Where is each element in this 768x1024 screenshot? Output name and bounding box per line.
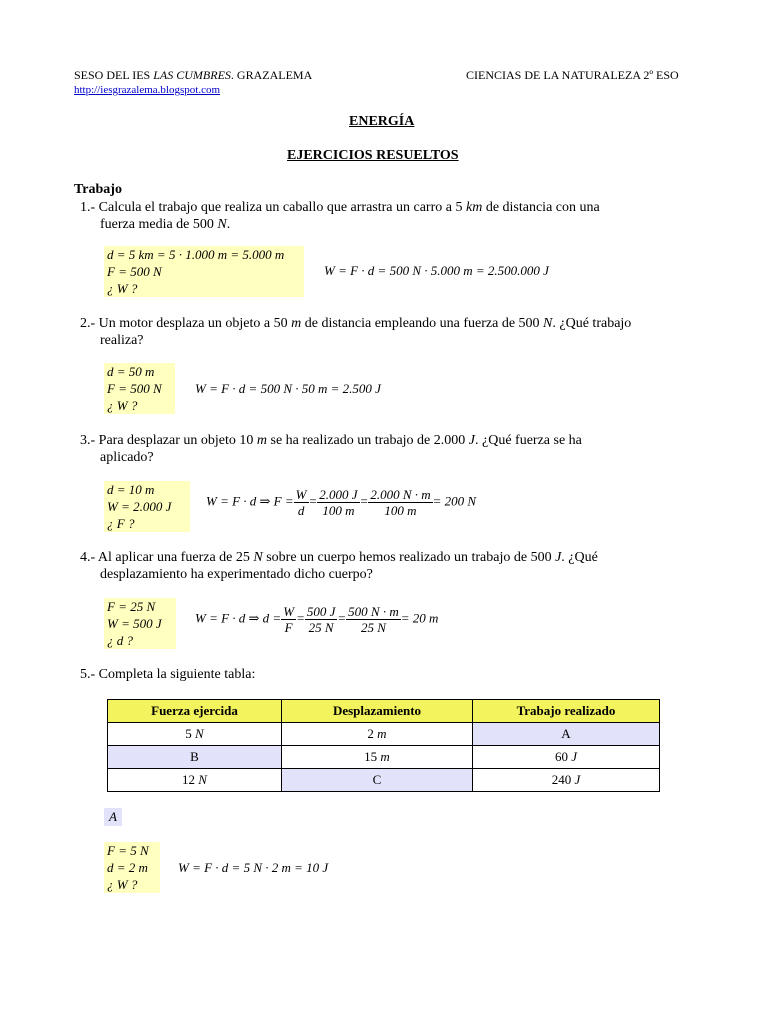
table-cell: 60 J [473, 746, 660, 769]
problem-5-equation: W = F · d = 5 N · 2 m = 10 J [178, 860, 329, 875]
table-cell-unknown: A [473, 723, 660, 746]
table-cell-unknown: B [108, 746, 282, 769]
table-cell: 5 N [108, 723, 282, 746]
page-title: ENERGÍA [349, 114, 415, 129]
table-cell: 240 J [473, 769, 660, 792]
header-school: SESO DEL IES [74, 68, 154, 82]
header-school-name: LAS CUMBRES [153, 68, 231, 82]
problem-1-equation: W = F · d = 500 N · 5.000 m = 2.500.000 J [324, 263, 549, 278]
data-line: F = 500 N [107, 264, 162, 279]
table-header: Trabajo realizado [473, 700, 660, 723]
table-header: Fuerza ejercida [108, 700, 282, 723]
problem-3-line-1: 3.- Para desplazar un objeto 10 m se ha realizado un trabajo de 2.000 J. ¿Qué fuerza se ha [80, 433, 582, 448]
data-line: W = 500 J [107, 616, 162, 631]
fraction: $\frac{2.000 J}{100 m}$ [319, 487, 358, 518]
data-line: ¿ d ? [107, 633, 133, 648]
fraction: $\frac{2.000 N \cdot m}{100 m}$ [370, 487, 431, 518]
data-line: F = 500 N [107, 381, 162, 396]
problem-4-line-1: 4.- Al aplicar una fuerza de 25 N sobre un cuerpo hemos realizado un trabajo de 500 J. ¿Qué [80, 550, 598, 565]
data-line: ¿ W ? [107, 398, 138, 413]
problem-3-equation: W = F · d ⇒ F = $\frac{W}{d}$ = $\frac{2.000 J}{100 m}$ = $\frac{2.000 N \cdot m}{100 m}$ = 200 N [206, 487, 477, 518]
fraction: $\frac{W}{F}$ [283, 604, 295, 635]
page-subtitle: EJERCICIOS RESUELTOS [287, 148, 459, 163]
problem-5-text: 5.- Completa la siguiente tabla: [80, 667, 256, 682]
table-row [108, 746, 660, 769]
data-line: ¿ W ? [107, 877, 138, 892]
problem-4-line-2: desplazamiento ha experimentado dicho cuerpo? [100, 567, 373, 582]
fraction: $\frac{500 N \cdot m}{25 N}$ [348, 604, 399, 635]
data-line: d = 50 m [107, 364, 155, 379]
problem-1-data [104, 246, 304, 297]
table-cell: 12 N [108, 769, 282, 792]
header-town: . GRAZALEMA [230, 68, 313, 82]
problem-4-data [104, 598, 176, 649]
data-line: ¿ W ? [107, 281, 138, 296]
table-row [108, 723, 660, 746]
data-line: F = 5 N [107, 843, 149, 858]
data-line: ¿ F ? [107, 516, 135, 531]
table-cell: 2 m [282, 723, 473, 746]
table-header-row [108, 700, 660, 723]
data-line: d = 10 m [107, 482, 155, 497]
fraction: $\frac{W}{d}$ [295, 487, 307, 518]
section-heading: Trabajo [74, 182, 122, 197]
problem-2-data [104, 363, 175, 414]
problem-3-data [104, 481, 190, 532]
exercise-table [107, 699, 660, 792]
fraction: $\frac{500 J}{25 N}$ [306, 604, 336, 635]
table-cell: 15 m [282, 746, 473, 769]
data-line: W = 2.000 J [107, 499, 172, 514]
data-line: d = 2 m [107, 860, 148, 875]
table-header: Desplazamiento [282, 700, 473, 723]
table-cell-unknown: C [282, 769, 473, 792]
problem-2-line-1: 2.- Un motor desplaza un objeto a 50 m de distancia empleando una fuerza de 500 N. ¿Qué trabajo [80, 316, 632, 331]
problem-4-equation: W = F · d ⇒ d = $\frac{W}{F}$ = $\frac{500 J}{25 N}$ = $\frac{500 N \cdot m}{25 N}$ = 20 m [195, 604, 439, 635]
problem-2-line-2: realiza? [100, 333, 144, 348]
header-right: CIENCIAS DE LA NATURALEZA 2º ESO [466, 68, 679, 82]
problem-1-line-2: fuerza media de 500 N. [100, 217, 231, 232]
problem-3-line-2: aplicado? [100, 450, 154, 465]
header-left [74, 68, 312, 83]
table-row [108, 769, 660, 792]
problem-2-equation: W = F · d = 500 N · 50 m = 2.500 J [195, 381, 381, 396]
problem-1-line-1: 1.- Calcula el trabajo que realiza un caballo que arrastra un carro a 5 km de distancia con una [80, 200, 600, 215]
blog-link[interactable]: http://iesgrazalema.blogspot.com [74, 84, 221, 96]
problem-5-data [104, 842, 160, 893]
answer-label: A [104, 808, 122, 826]
data-line: F = 25 N [107, 599, 156, 614]
data-line: d = 5 km = 5 · 1.000 m = 5.000 m [107, 247, 285, 262]
